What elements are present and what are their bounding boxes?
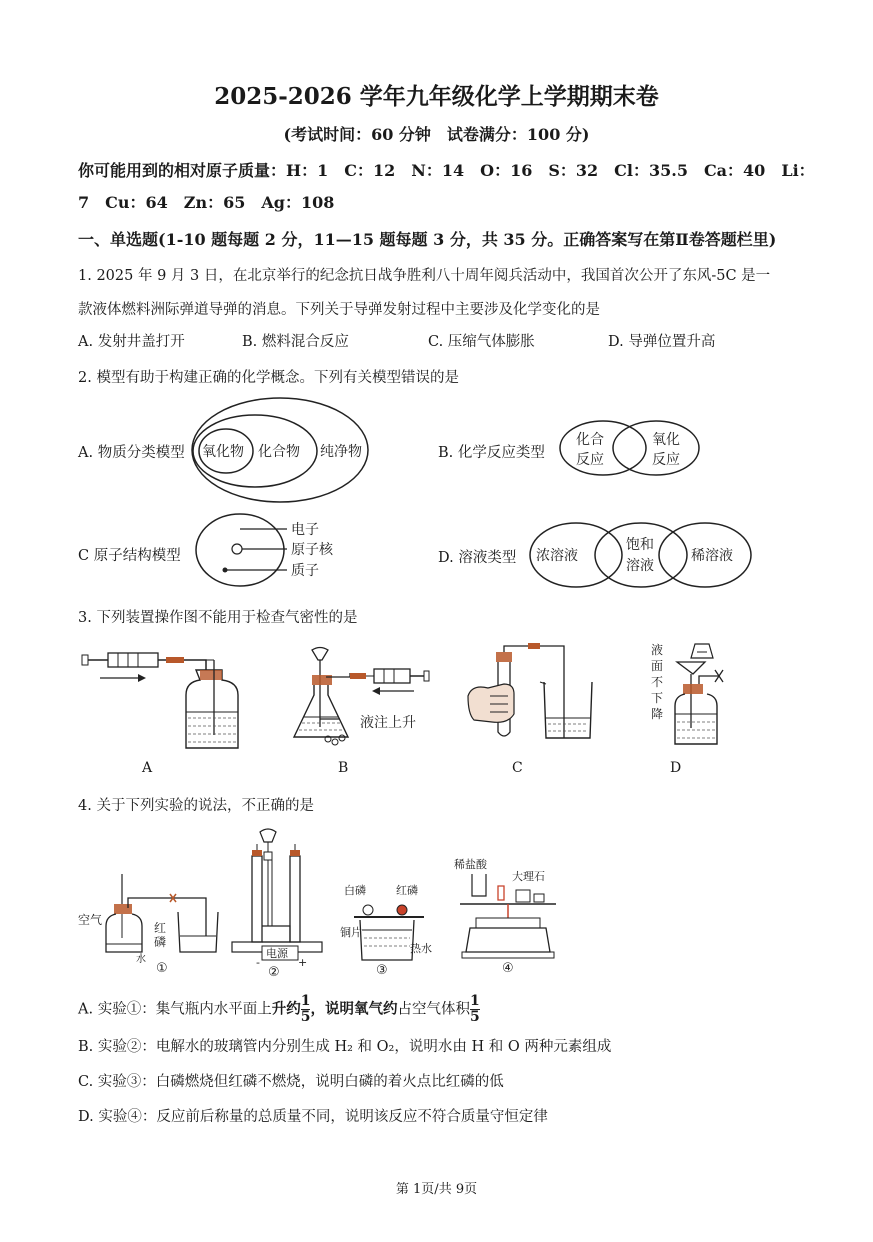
svg-text:大理石: 大理石: [512, 870, 545, 883]
q3-label-c: C: [512, 760, 523, 776]
q2-c-diagram: [195, 512, 355, 588]
q4-stem: 4. 关于下列实验的说法，不正确的是: [78, 798, 314, 814]
q3-label-a: A: [142, 760, 153, 776]
q2-d-label: D. 溶液类型: [438, 550, 517, 566]
q4-fig-3: [340, 880, 440, 976]
svg-text:+: +: [298, 956, 308, 969]
svg-text:电源: 电源: [266, 947, 288, 960]
svg-text:原子核: 原子核: [291, 542, 333, 558]
svg-text:③: ③: [376, 963, 388, 978]
svg-text:红磷: 红磷: [396, 884, 418, 897]
svg-text:浓溶液: 浓溶液: [536, 548, 578, 564]
q2-b-label: B. 化学反应类型: [438, 445, 545, 461]
svg-text:降: 降: [651, 707, 664, 721]
q3-fig-c: [468, 640, 598, 750]
q2-stem: 2. 模型有助于构建正确的化学概念。下列有关模型错误的是: [78, 370, 459, 386]
svg-text:稀溶液: 稀溶液: [691, 548, 733, 564]
q1-option-a: A. 发射井盖打开: [78, 334, 185, 350]
q4-fig-2: [232, 826, 332, 980]
q2-d-diagram: [528, 520, 754, 590]
q3-label-d: D: [670, 760, 682, 776]
svg-text:面: 面: [651, 659, 664, 673]
page-title: 2025-2026 学年九年级化学上学期期末卷: [214, 83, 659, 110]
q4-option-d: D. 实验④：反应前后称量的总质量不同，说明该反应不符合质量守恒定律: [78, 1109, 548, 1125]
q3-fig-d: [645, 640, 755, 750]
svg-text:不: 不: [651, 675, 664, 689]
q2-a-diagram: [190, 395, 380, 505]
section-heading: 一、单选题(1-10 题每题 2 分，11—15 题每题 3 分，共 35 分。正确答案写在第Ⅱ卷答题栏里): [78, 230, 777, 249]
page-number: 第 1页/共 9页: [395, 1182, 478, 1197]
svg-text:空气: 空气: [78, 913, 103, 927]
svg-text:-: -: [256, 956, 260, 969]
q2-a-pure: 纯净物: [320, 444, 362, 460]
q3-b-note: 液注上升: [360, 715, 416, 731]
svg-text:溶液: 溶液: [626, 558, 654, 574]
svg-text:化合: 化合: [576, 432, 604, 448]
q2-a-compound: 化合物: [258, 444, 300, 460]
svg-text:热水: 热水: [410, 942, 432, 955]
svg-text:电子: 电子: [291, 522, 319, 538]
svg-text:②: ②: [268, 965, 280, 980]
q1-option-b: B. 燃料混合反应: [242, 334, 349, 350]
svg-text:下: 下: [651, 691, 664, 705]
fraction-one-fifth-2: $\frac{1}{5}$: [469, 993, 480, 1025]
svg-text:氧化: 氧化: [652, 432, 680, 448]
svg-text:铜片: 铜片: [340, 926, 362, 939]
svg-text:饱和: 饱和: [626, 537, 654, 553]
svg-text:红: 红: [154, 921, 167, 935]
svg-text:质子: 质子: [291, 563, 319, 579]
svg-text:水: 水: [136, 954, 146, 965]
fraction-one-fifth: $\frac{1}{5}$: [300, 993, 311, 1025]
q1-option-d: D. 导弹位置升高: [608, 334, 716, 350]
svg-text:反应: 反应: [652, 452, 680, 468]
q2-c-label: C 原子结构模型: [78, 548, 181, 564]
q1-stem-line1: 1. 2025 年 9 月 3 日，在北京举行的纪念抗日战争胜利八十周年阅兵活动中，我国首次公开了东风-5C 是一: [78, 268, 771, 284]
q4-fig-1: [78, 826, 218, 976]
q2-b-diagram: [558, 418, 708, 478]
svg-text:液: 液: [651, 643, 664, 657]
q3-label-b: B: [338, 760, 349, 776]
svg-text:反应: 反应: [576, 452, 604, 468]
q3-fig-b: [290, 645, 440, 750]
svg-text:①: ①: [156, 961, 168, 976]
svg-text:稀盐酸: 稀盐酸: [454, 858, 487, 871]
svg-text:白磷: 白磷: [344, 884, 366, 897]
exam-info: (考试时间：60 分钟 试卷满分：100 分): [283, 125, 590, 144]
q2-a-label: A. 物质分类模型: [78, 445, 185, 461]
q3-fig-a: [78, 640, 248, 750]
q1-stem-line2: 款液体燃料洲际弹道导弹的消息。下列关于导弹发射过程中主要涉及化学变化的是: [78, 302, 600, 318]
q2-a-oxide: 氧化物: [202, 444, 244, 460]
svg-text:磷: 磷: [154, 935, 167, 949]
svg-text:④: ④: [502, 961, 514, 976]
q3-stem: 3. 下列装置操作图不能用于检查气密性的是: [78, 610, 358, 626]
atomic-mass-line2: 7 Cu：64 Zn：65 Ag：108: [78, 193, 335, 212]
q1-option-c: C. 压缩气体膨胀: [428, 334, 535, 350]
q4-option-c: C. 实验③：白磷燃烧但红磷不燃烧，说明白磷的着火点比红磷的低: [78, 1074, 504, 1090]
atomic-mass-line1: 你可能用到的相对原子质量：H：1 C：12 N：14 O：16 S：32 Cl：35.5 Ca：40 Li：: [78, 161, 815, 180]
q4-option-a: A. 实验①：集气瓶内水平面上升约 $\frac{1}{5}$ ，说明氧气约占空气体积 $\frac{1}{5}$: [78, 993, 480, 1025]
q4-option-b: B. 实验②：电解水的玻璃管内分别生成 H₂ 和 O₂，说明水由 H 和 O 两种元素组成: [78, 1039, 612, 1055]
q4-fig-4: [450, 856, 570, 976]
